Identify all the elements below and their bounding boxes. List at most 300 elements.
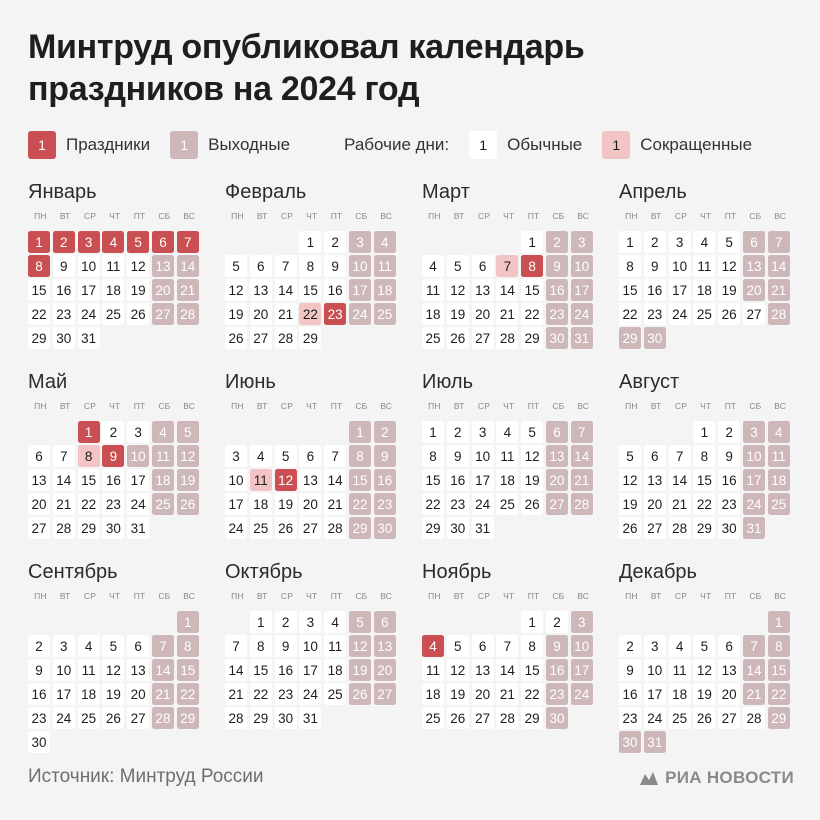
day-cell-working: 18 <box>669 683 691 705</box>
weekday-label: ПТ <box>724 591 737 601</box>
weekday-label: СР <box>477 211 491 221</box>
day-cell-weekend: 3 <box>571 231 593 253</box>
weekday-label: ПТ <box>527 211 540 221</box>
month-november <box>422 560 598 729</box>
day-cell-working: 15 <box>619 279 641 301</box>
day-cell-weekend: 1 <box>768 611 790 633</box>
day-cell-weekend: 12 <box>177 445 199 467</box>
weekday-header <box>28 209 204 223</box>
weekday-label: ЧТ <box>306 211 318 221</box>
day-cell-working: 22 <box>521 303 543 325</box>
day-cell-working: 19 <box>447 303 469 325</box>
day-cell-working: 30 <box>447 517 469 539</box>
weekday-label: СБ <box>749 591 762 601</box>
day-cell-working: 29 <box>28 327 50 349</box>
day-cell-weekend: 19 <box>349 659 371 681</box>
day-cell-weekend: 13 <box>374 635 396 657</box>
day-cell-working: 10 <box>299 635 321 657</box>
day-cell-weekend: 30 <box>546 707 568 729</box>
day-cell-working: 15 <box>250 659 272 681</box>
day-cell-weekend: 14 <box>152 659 174 681</box>
month-march <box>422 180 598 349</box>
day-cell-working: 12 <box>718 255 740 277</box>
weekday-label: ПТ <box>724 401 737 411</box>
weekday-label: ВС <box>380 401 393 411</box>
day-cell-working: 20 <box>472 683 494 705</box>
day-cell-weekend: 18 <box>152 469 174 491</box>
day-cell-working: 12 <box>447 279 469 301</box>
day-cell-working: 28 <box>496 707 518 729</box>
weekday-label: ПТ <box>330 211 343 221</box>
day-cell-working: 15 <box>299 279 321 301</box>
day-cell-working: 12 <box>693 659 715 681</box>
day-cell-working: 6 <box>718 635 740 657</box>
weekday-label: ВТ <box>256 211 268 221</box>
weekday-label: СБ <box>749 211 762 221</box>
day-cell-weekend: 7 <box>768 231 790 253</box>
day-cell-working: 29 <box>521 327 543 349</box>
day-cell-working: 12 <box>102 659 124 681</box>
day-cell-working: 24 <box>669 303 691 325</box>
day-cell-weekend: 10 <box>743 445 765 467</box>
day-cell-working: 5 <box>225 255 247 277</box>
day-grid <box>422 611 598 729</box>
weekday-label: ВС <box>774 211 787 221</box>
day-cell-working: 9 <box>275 635 297 657</box>
weekday-label: ВТ <box>453 401 465 411</box>
weekday-label: ЧТ <box>700 211 712 221</box>
day-cell-working: 13 <box>472 659 494 681</box>
day-cell-working: 13 <box>28 469 50 491</box>
weekday-label: СБ <box>552 591 565 601</box>
month-name: Август <box>619 371 680 393</box>
day-cell-weekend: 3 <box>349 231 371 253</box>
day-cell-working: 10 <box>669 255 691 277</box>
day-cell-working: 21 <box>275 303 297 325</box>
weekday-label: ВС <box>577 211 590 221</box>
weekday-label: ВТ <box>453 211 465 221</box>
weekday-label: ВТ <box>256 591 268 601</box>
weekday-label: ПТ <box>527 401 540 411</box>
day-cell-working: 4 <box>669 635 691 657</box>
day-cell-working: 12 <box>619 469 641 491</box>
day-cell-working: 18 <box>102 279 124 301</box>
day-cell-working: 29 <box>521 707 543 729</box>
day-cell-working: 19 <box>225 303 247 325</box>
day-cell-working: 4 <box>496 421 518 443</box>
day-cell-working: 5 <box>447 635 469 657</box>
day-cell-working: 19 <box>127 279 149 301</box>
day-cell-working: 23 <box>102 493 124 515</box>
day-cell-weekend: 30 <box>644 327 666 349</box>
day-cell-working: 19 <box>447 683 469 705</box>
day-cell-working: 22 <box>78 493 100 515</box>
day-cell-working: 6 <box>299 445 321 467</box>
day-grid <box>422 421 598 539</box>
day-cell-working: 31 <box>472 517 494 539</box>
day-cell-working: 26 <box>693 707 715 729</box>
month-name: Март <box>422 181 470 203</box>
day-cell-holiday: 9 <box>102 445 124 467</box>
day-cell-working: 2 <box>275 611 297 633</box>
day-cell-shortened: 7 <box>496 255 518 277</box>
day-cell-weekend: 12 <box>349 635 371 657</box>
weekday-label: СБ <box>158 211 171 221</box>
day-cell-holiday: 1 <box>28 231 50 253</box>
month-name: Май <box>28 371 68 393</box>
day-cell-weekend: 27 <box>374 683 396 705</box>
weekday-header <box>619 399 795 413</box>
weekday-label: ЧТ <box>700 591 712 601</box>
weekday-label: ВС <box>577 401 590 411</box>
day-cell-weekend: 22 <box>768 683 790 705</box>
day-cell-weekend: 25 <box>374 303 396 325</box>
day-cell-working: 15 <box>521 279 543 301</box>
day-cell-holiday: 5 <box>127 231 149 253</box>
day-cell-working: 9 <box>28 659 50 681</box>
day-cell-holiday: 4 <box>102 231 124 253</box>
day-cell-working: 22 <box>693 493 715 515</box>
day-cell-weekend: 23 <box>374 493 396 515</box>
day-cell-holiday: 7 <box>177 231 199 253</box>
day-cell-working: 22 <box>28 303 50 325</box>
day-cell-weekend: 20 <box>152 279 174 301</box>
weekday-label: ЧТ <box>306 591 318 601</box>
day-cell-working: 25 <box>102 303 124 325</box>
day-cell-weekend: 17 <box>349 279 371 301</box>
day-cell-weekend: 24 <box>743 493 765 515</box>
day-cell-working: 13 <box>472 279 494 301</box>
day-cell-working: 2 <box>644 231 666 253</box>
weekday-label: ПН <box>231 211 244 221</box>
day-cell-weekend: 19 <box>177 469 199 491</box>
weekday-label: СБ <box>552 401 565 411</box>
day-cell-weekend: 2 <box>374 421 396 443</box>
day-cell-working: 14 <box>496 279 518 301</box>
day-grid <box>28 421 204 539</box>
day-cell-working: 10 <box>225 469 247 491</box>
day-cell-working: 26 <box>225 327 247 349</box>
day-cell-working: 11 <box>669 659 691 681</box>
day-cell-weekend: 26 <box>349 683 371 705</box>
day-cell-working: 26 <box>619 517 641 539</box>
day-cell-working: 30 <box>718 517 740 539</box>
month-april <box>619 180 795 349</box>
day-cell-working: 25 <box>422 327 444 349</box>
day-cell-working: 22 <box>422 493 444 515</box>
day-cell-working: 14 <box>275 279 297 301</box>
day-cell-working: 27 <box>472 707 494 729</box>
day-cell-working: 5 <box>718 231 740 253</box>
day-cell-working: 2 <box>718 421 740 443</box>
day-cell-working: 28 <box>496 327 518 349</box>
day-cell-working: 20 <box>28 493 50 515</box>
day-cell-weekend: 11 <box>152 445 174 467</box>
day-cell-working: 6 <box>127 635 149 657</box>
day-cell-working: 3 <box>53 635 75 657</box>
day-cell-working: 25 <box>693 303 715 325</box>
day-cell-working: 6 <box>28 445 50 467</box>
logo-text: РИА НОВОСТИ <box>665 768 794 787</box>
day-cell-weekend: 21 <box>152 683 174 705</box>
weekday-label: ЧТ <box>503 211 515 221</box>
month-name: Февраль <box>225 181 307 203</box>
day-cell-working: 4 <box>693 231 715 253</box>
day-cell-working: 9 <box>447 445 469 467</box>
day-cell-working: 7 <box>275 255 297 277</box>
day-cell-working: 26 <box>447 707 469 729</box>
weekday-label: ПН <box>625 211 638 221</box>
day-cell-weekend: 5 <box>177 421 199 443</box>
day-cell-working: 20 <box>644 493 666 515</box>
day-cell-weekend: 4 <box>374 231 396 253</box>
day-cell-weekend: 26 <box>177 493 199 515</box>
day-cell-working: 9 <box>644 255 666 277</box>
day-cell-working: 23 <box>718 493 740 515</box>
weekday-label: ПН <box>625 591 638 601</box>
weekday-label: ВТ <box>650 591 662 601</box>
legend-weekend-chip: 1 <box>170 131 198 159</box>
day-cell-working: 11 <box>324 635 346 657</box>
day-cell-working: 14 <box>324 469 346 491</box>
day-cell-working: 1 <box>422 421 444 443</box>
day-cell-working: 23 <box>28 707 50 729</box>
day-cell-working: 15 <box>28 279 50 301</box>
day-cell-weekend: 16 <box>546 659 568 681</box>
day-cell-working: 16 <box>53 279 75 301</box>
day-cell-working: 21 <box>496 683 518 705</box>
day-cell-weekend: 14 <box>571 445 593 467</box>
day-cell-working: 10 <box>644 659 666 681</box>
day-grid <box>619 421 795 539</box>
day-cell-working: 27 <box>472 327 494 349</box>
day-cell-working: 6 <box>644 445 666 467</box>
day-cell-working: 26 <box>275 517 297 539</box>
day-cell-working: 20 <box>718 683 740 705</box>
page-title: Минтруд опубликовал календарь праздников на 2024 год <box>28 28 585 108</box>
weekday-label: ВТ <box>59 591 71 601</box>
day-cell-working: 27 <box>718 707 740 729</box>
weekday-label: ПТ <box>724 211 737 221</box>
weekday-label: ЧТ <box>503 591 515 601</box>
weekday-header <box>422 589 598 603</box>
day-cell-weekend: 29 <box>177 707 199 729</box>
day-cell-working: 21 <box>225 683 247 705</box>
day-cell-weekend: 8 <box>177 635 199 657</box>
day-cell-working: 1 <box>693 421 715 443</box>
day-grid <box>225 611 401 729</box>
weekday-label: СР <box>477 591 491 601</box>
day-cell-working: 17 <box>225 493 247 515</box>
day-cell-working: 30 <box>28 731 50 753</box>
month-january <box>28 180 204 349</box>
legend-holiday-chip: 1 <box>28 131 56 159</box>
weekday-label: ПН <box>231 591 244 601</box>
day-cell-working: 4 <box>324 611 346 633</box>
day-cell-working: 17 <box>127 469 149 491</box>
weekday-label: ВТ <box>650 211 662 221</box>
day-cell-working: 12 <box>521 445 543 467</box>
weekday-label: СР <box>674 401 688 411</box>
day-cell-weekend: 22 <box>177 683 199 705</box>
day-cell-working: 1 <box>250 611 272 633</box>
day-cell-working: 13 <box>127 659 149 681</box>
day-cell-working: 31 <box>78 327 100 349</box>
day-cell-working: 19 <box>619 493 641 515</box>
weekday-label: СБ <box>552 211 565 221</box>
legend-regular-chip: 1 <box>469 131 497 159</box>
day-cell-shortened: 22 <box>299 303 321 325</box>
weekday-header <box>422 399 598 413</box>
day-grid <box>225 421 401 539</box>
day-cell-working: 19 <box>102 683 124 705</box>
day-cell-holiday: 8 <box>521 255 543 277</box>
day-cell-working: 25 <box>422 707 444 729</box>
day-cell-weekend: 4 <box>768 421 790 443</box>
weekday-label: ВС <box>774 591 787 601</box>
day-cell-working: 23 <box>644 303 666 325</box>
ria-novosti-logo <box>639 768 794 788</box>
weekday-label: ПТ <box>330 591 343 601</box>
day-grid <box>619 611 795 753</box>
day-cell-working: 3 <box>127 421 149 443</box>
day-grid <box>28 231 204 349</box>
day-cell-working: 3 <box>299 611 321 633</box>
day-cell-working: 14 <box>53 469 75 491</box>
day-cell-weekend: 11 <box>768 445 790 467</box>
weekday-header <box>225 589 401 603</box>
day-cell-working: 11 <box>496 445 518 467</box>
day-cell-working: 21 <box>53 493 75 515</box>
day-cell-working: 16 <box>619 683 641 705</box>
day-cell-working: 28 <box>225 707 247 729</box>
day-cell-working: 17 <box>472 469 494 491</box>
day-cell-working: 28 <box>324 517 346 539</box>
day-cell-weekend: 15 <box>768 659 790 681</box>
day-cell-working: 10 <box>78 255 100 277</box>
day-cell-working: 27 <box>644 517 666 539</box>
day-cell-weekend: 21 <box>177 279 199 301</box>
day-cell-working: 12 <box>127 255 149 277</box>
day-cell-weekend: 30 <box>619 731 641 753</box>
day-cell-working: 10 <box>472 445 494 467</box>
day-cell-working: 22 <box>521 683 543 705</box>
day-cell-working: 12 <box>447 659 469 681</box>
day-cell-weekend: 17 <box>743 469 765 491</box>
day-cell-weekend: 3 <box>743 421 765 443</box>
day-cell-weekend: 21 <box>743 683 765 705</box>
day-cell-weekend: 9 <box>546 255 568 277</box>
weekday-header <box>422 209 598 223</box>
day-cell-working: 19 <box>275 493 297 515</box>
month-name: Апрель <box>619 181 687 203</box>
day-cell-weekend: 31 <box>743 517 765 539</box>
weekday-header <box>225 399 401 413</box>
day-cell-working: 23 <box>619 707 641 729</box>
day-cell-working: 25 <box>324 683 346 705</box>
day-cell-working: 18 <box>422 683 444 705</box>
day-cell-working: 26 <box>102 707 124 729</box>
day-cell-working: 2 <box>619 635 641 657</box>
weekday-label: СБ <box>158 401 171 411</box>
weekday-label: ПН <box>231 401 244 411</box>
day-cell-working: 23 <box>447 493 469 515</box>
month-october <box>225 560 401 729</box>
day-cell-weekend: 28 <box>152 707 174 729</box>
day-cell-working: 18 <box>324 659 346 681</box>
weekday-header <box>619 589 795 603</box>
day-cell-weekend: 16 <box>374 469 396 491</box>
day-cell-working: 13 <box>299 469 321 491</box>
day-cell-weekend: 23 <box>546 303 568 325</box>
day-cell-working: 21 <box>324 493 346 515</box>
day-cell-working: 17 <box>299 659 321 681</box>
day-cell-holiday: 2 <box>53 231 75 253</box>
day-cell-working: 7 <box>225 635 247 657</box>
weekday-label: ВС <box>380 591 393 601</box>
day-cell-weekend: 20 <box>546 469 568 491</box>
day-cell-weekend: 5 <box>349 611 371 633</box>
day-cell-working: 9 <box>324 255 346 277</box>
weekday-label: ЧТ <box>503 401 515 411</box>
day-cell-working: 4 <box>422 255 444 277</box>
day-cell-weekend: 25 <box>768 493 790 515</box>
weekday-label: ЧТ <box>700 401 712 411</box>
day-cell-weekend: 13 <box>743 255 765 277</box>
weekday-label: ЧТ <box>109 211 121 221</box>
day-cell-weekend: 30 <box>374 517 396 539</box>
day-cell-working: 5 <box>521 421 543 443</box>
day-cell-working: 27 <box>250 327 272 349</box>
day-cell-working: 30 <box>275 707 297 729</box>
day-cell-weekend: 7 <box>743 635 765 657</box>
day-cell-working: 16 <box>28 683 50 705</box>
day-cell-weekend: 17 <box>571 659 593 681</box>
day-cell-holiday: 4 <box>422 635 444 657</box>
day-cell-working: 24 <box>127 493 149 515</box>
weekday-header <box>28 589 204 603</box>
day-cell-working: 20 <box>472 303 494 325</box>
weekday-label: ПН <box>625 401 638 411</box>
day-cell-working: 24 <box>644 707 666 729</box>
day-cell-working: 23 <box>275 683 297 705</box>
weekday-label: ПТ <box>133 401 146 411</box>
day-cell-working: 19 <box>718 279 740 301</box>
day-cell-working: 20 <box>250 303 272 325</box>
day-cell-working: 8 <box>521 635 543 657</box>
day-cell-working: 31 <box>299 707 321 729</box>
day-cell-weekend: 23 <box>546 683 568 705</box>
day-cell-weekend: 4 <box>152 421 174 443</box>
day-cell-shortened: 8 <box>78 445 100 467</box>
legend-working-days-label: Рабочие дни: <box>344 135 450 154</box>
day-cell-weekend: 10 <box>571 255 593 277</box>
weekday-header <box>28 399 204 413</box>
weekday-label: ПН <box>34 401 47 411</box>
month-december <box>619 560 795 753</box>
day-cell-working: 22 <box>619 303 641 325</box>
day-cell-weekend: 28 <box>768 303 790 325</box>
day-cell-working: 25 <box>250 517 272 539</box>
day-grid <box>619 231 795 349</box>
month-september <box>28 560 204 753</box>
day-cell-working: 30 <box>53 327 75 349</box>
weekday-label: ПТ <box>133 211 146 221</box>
weekday-label: ВС <box>577 591 590 601</box>
day-cell-working: 30 <box>102 517 124 539</box>
day-cell-working: 13 <box>644 469 666 491</box>
day-cell-weekend: 11 <box>374 255 396 277</box>
